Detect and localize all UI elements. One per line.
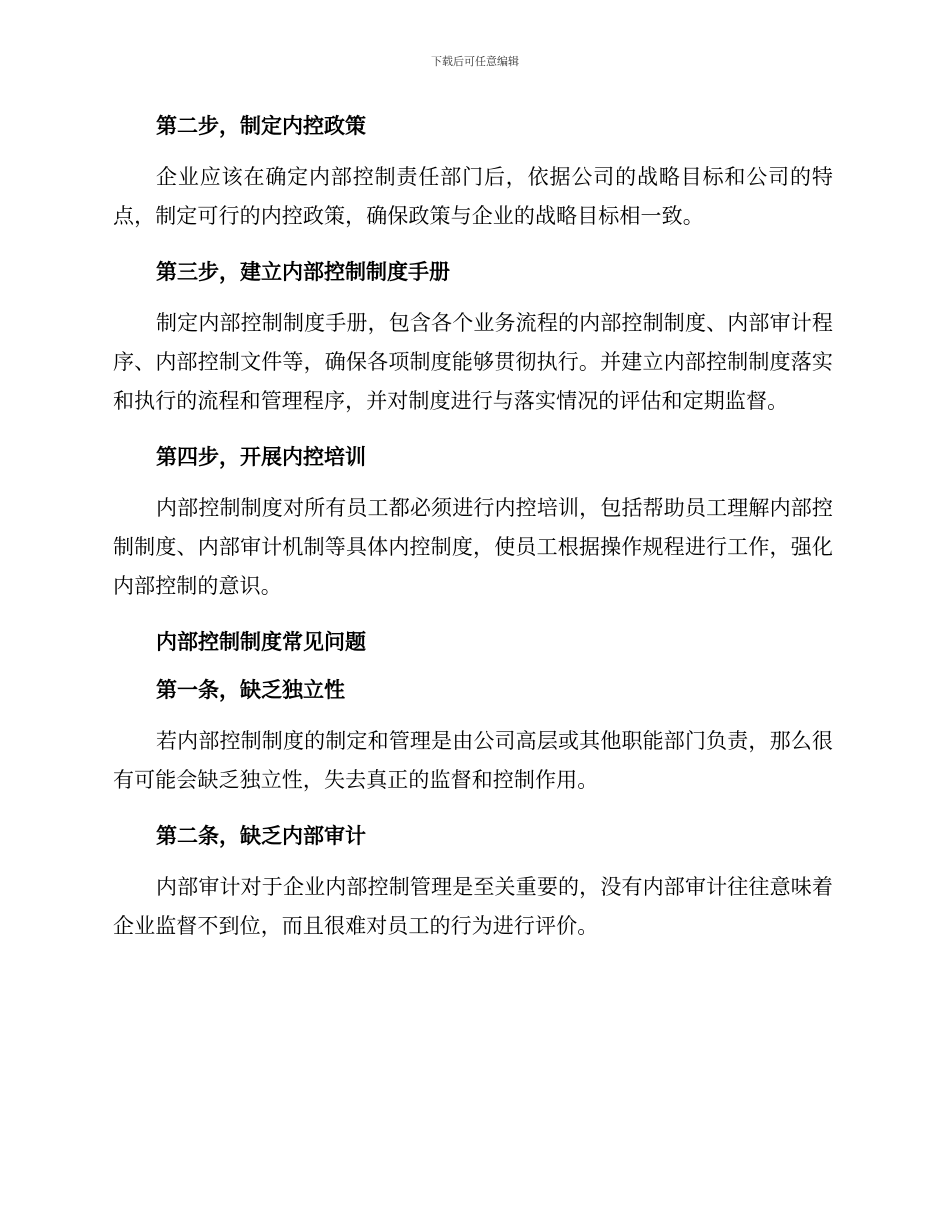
section-heading-step2: 第二步，制定内控政策 <box>156 114 366 138</box>
spacer <box>113 800 833 818</box>
section-body-article2: 内部审计对于企业内部控制管理是至关重要的，没有内部审计往往意味着企业监督不到位，而且很难对员工的行为进行评价。 <box>113 875 833 938</box>
spacer <box>113 854 833 868</box>
section-body-step2: 企业应该在确定内部控制责任部门后，依据公司的战略目标和公司的特点，制定可行的内控政策，确保政策与企业的战略目标相一致。 <box>113 165 833 228</box>
section-heading-step4: 第四步，开展内控培训 <box>156 445 366 469</box>
spacer <box>113 421 833 439</box>
spacer <box>113 606 833 624</box>
section-heading-article1: 第一条，缺乏独立性 <box>156 678 345 702</box>
document-content <box>113 108 833 946</box>
header-note: 下载后可任意编辑 <box>431 55 519 68</box>
spacer <box>113 660 833 672</box>
spacer <box>113 475 833 489</box>
section-heading-step3: 第三步，建立内部控制制度手册 <box>156 260 450 284</box>
section-body-step4: 内部控制制度对所有员工都必须进行内控培训，包括帮助员工理解内部控制制度、内部审计机制等具体内控制度，使员工根据操作规程进行工作，强化内部控制的意识。 <box>113 496 833 598</box>
section-heading-article2: 第二条，缺乏内部审计 <box>156 824 366 848</box>
spacer <box>113 144 833 158</box>
section-heading-common-issues: 内部控制制度常见问题 <box>156 630 366 654</box>
section-body-article1: 若内部控制制度的制定和管理是由公司高层或其他职能部门负责，那么很有可能会缺乏独立性，失去真正的监督和控制作用。 <box>113 729 833 792</box>
section-body-step3: 制定内部控制制度手册，包含各个业务流程的内部控制制度、内部审计程序、内部控制文件等，确保各项制度能够贯彻执行。并建立内部控制制度落实和执行的流程和管理程序，并对制度进行与落实情况的评估和定期监督。 <box>113 311 833 413</box>
spacer <box>113 290 833 304</box>
spacer <box>113 236 833 254</box>
spacer <box>113 708 833 722</box>
